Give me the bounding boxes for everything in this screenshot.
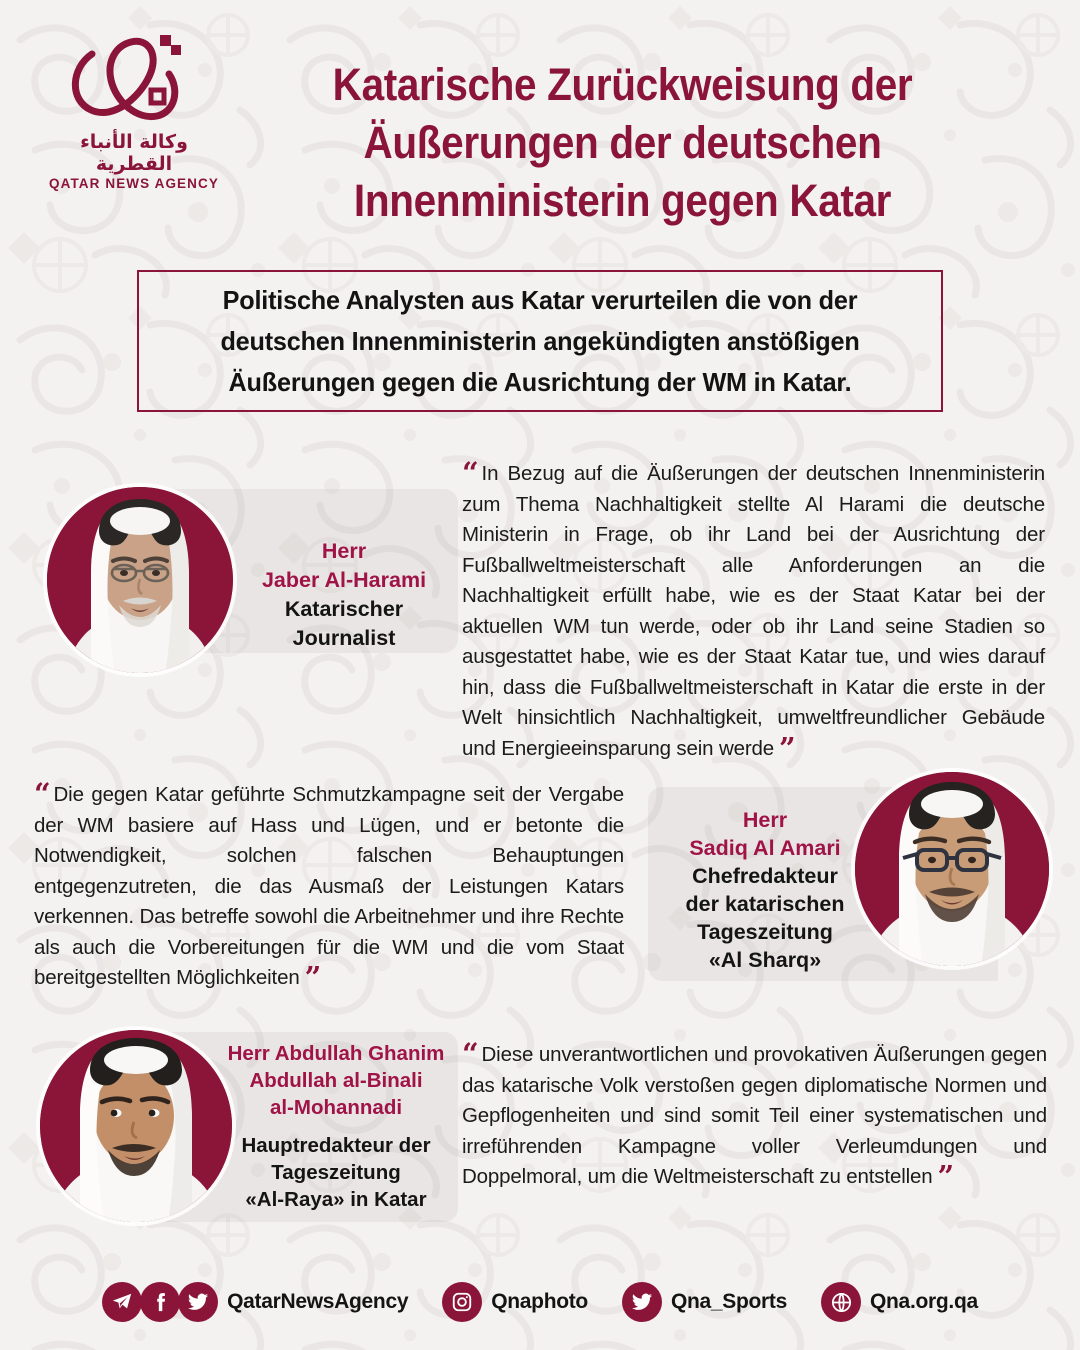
person-honorific: Herr <box>742 808 788 832</box>
avatar-jaber-al-harami <box>47 487 233 673</box>
person-name: Sadiq Al Amari <box>689 836 841 860</box>
person-name-line-3: al-Mohannadi <box>269 1096 403 1119</box>
brand-name-english: QATAR NEWS AGENCY <box>49 176 219 191</box>
quote-block-jaber-al-harami <box>462 456 1045 765</box>
quote-close-icon: ” <box>304 960 322 994</box>
person-name-line-1: Herr Abdullah Ghanim <box>227 1042 445 1065</box>
quote-text: Diese unverantwortlichen und provokativen Äußerungen gegen das katarische Volk verstoßen gegen diplomatische Normen und Gepflogenheiten und sind somit Teil einer systematischen und irreführenden Kampagne voller Verleumdungen und Doppelmoral, um die Weltmeisterschaft zu entstellen <box>462 1043 1047 1188</box>
person-role-line-1: Chefredakteur <box>692 864 838 888</box>
brand-logo <box>44 28 224 191</box>
person-role-line-3: Tageszeitung <box>697 920 833 944</box>
quote-text: In Bezug auf die Äußerungen der deutschen Innenministerin zum Thema Nachhaltigkeit stellte Al Harami die deutsche Ministerin in Frage, ob ihr Land bei der Ausrichtung der Fußballweltmeisterschaft alle Anforderungen an die Nachhaltigkeit erfüllt habe, wie es der Staat Katar bei der aktuellen WM tun werde, oder ob ihr Land seine Stadien so ausgestattet habe, wie es der Staat Katar tue, und wies darauf hin, dass die Fußballweltmeisterschaft in Katar die erste in der Welt hinsichtlich Nachhaltigkeit, umweltfreundlicher Gebäude und Energieeinsparung sein werde <box>462 462 1045 760</box>
social-label: QatarNewsAgency <box>227 1290 409 1313</box>
globe-icon[interactable] <box>821 1282 861 1322</box>
person-info-sadiq-al-amari <box>650 806 880 974</box>
social-footer <box>0 1272 1080 1332</box>
quote-open-icon: “ <box>462 456 479 490</box>
quote-text: Die gegen Katar geführte Schmutzkampagne seit der Vergabe der WM basiere auf Hass und Lügen, und er betonte die Notwendigkeit, solchen falschen Behauptungen entgegenzutreten, die das Ausmaß der Leistungen Katars verkennen. Das betreffe sowohl die Arbeitnehmer und ihre Rechte als auch die Vorbereitungen für die WM und die vom Staat bereitgestellten Möglichkeiten <box>34 783 624 989</box>
portrait-photo <box>855 772 1049 966</box>
page-title-line-3: Innenministerin gegen Katar <box>353 175 892 226</box>
person-name: Jaber Al-Harami <box>261 568 427 592</box>
quote-open-icon: “ <box>34 777 51 811</box>
quote-close-icon: ” <box>779 730 796 765</box>
summary-text: Politische Analysten aus Katar verurteilen die von der deutschen Innenministerin angekündigten anstößigen Äußerungen gegen die Ausrichtung der WM in Katar. <box>220 284 860 397</box>
social-group-qnaphoto[interactable] <box>442 1282 588 1322</box>
quote-block-abdullah-al-mohannadi <box>462 1037 1047 1193</box>
page-title-line-1: Katarische Zurückweisung der <box>332 59 913 110</box>
quote-close-icon: ” <box>937 1159 955 1193</box>
page-title <box>256 56 990 230</box>
facebook-icon[interactable] <box>140 1282 180 1322</box>
portrait-photo <box>47 487 233 673</box>
quote-open-icon: “ <box>462 1037 479 1071</box>
brand-name-arabic: وكالة الأنباء القطرية <box>80 131 188 175</box>
telegram-icon[interactable] <box>102 1282 142 1322</box>
person-role-line-3: «Al-Raya» in Katar <box>245 1188 427 1211</box>
person-role-line-2: Journalist <box>292 626 396 650</box>
page-title-line-2: Äußerungen der deutschen <box>363 117 882 168</box>
social-label: Qnaphoto <box>491 1290 588 1313</box>
person-role-line-1: Katarischer <box>284 597 404 621</box>
twitter-icon[interactable] <box>178 1282 218 1322</box>
social-label: Qna.org.qa <box>870 1290 978 1313</box>
quote-block-sadiq-al-amari <box>34 777 624 994</box>
social-group-website[interactable] <box>821 1282 978 1322</box>
summary-box <box>137 270 943 412</box>
person-info-abdullah-al-mohannadi <box>212 1040 460 1213</box>
social-group-qna-sports[interactable] <box>622 1282 787 1322</box>
qna-atom-logo-icon <box>59 28 209 133</box>
page-header <box>0 0 1080 250</box>
instagram-icon[interactable] <box>442 1282 482 1322</box>
social-group-qatarnewsagency[interactable] <box>102 1282 408 1322</box>
person-role-line-1: Hauptredakteur der <box>241 1134 431 1157</box>
avatar-abdullah-al-mohannadi <box>40 1030 232 1222</box>
person-role-line-2: Tageszeitung <box>271 1161 401 1184</box>
person-role-line-4: «Al Sharq» <box>708 948 822 972</box>
avatar-sadiq-al-amari <box>855 772 1049 966</box>
person-honorific: Herr <box>321 539 367 563</box>
person-info-jaber-al-harami <box>238 537 450 653</box>
person-name-line-2: Abdullah al-Binali <box>249 1069 423 1092</box>
social-label: Qna_Sports <box>670 1290 787 1313</box>
portrait-photo <box>40 1030 232 1222</box>
person-role-line-2: der katarischen <box>685 892 845 916</box>
twitter-icon[interactable] <box>622 1282 662 1322</box>
